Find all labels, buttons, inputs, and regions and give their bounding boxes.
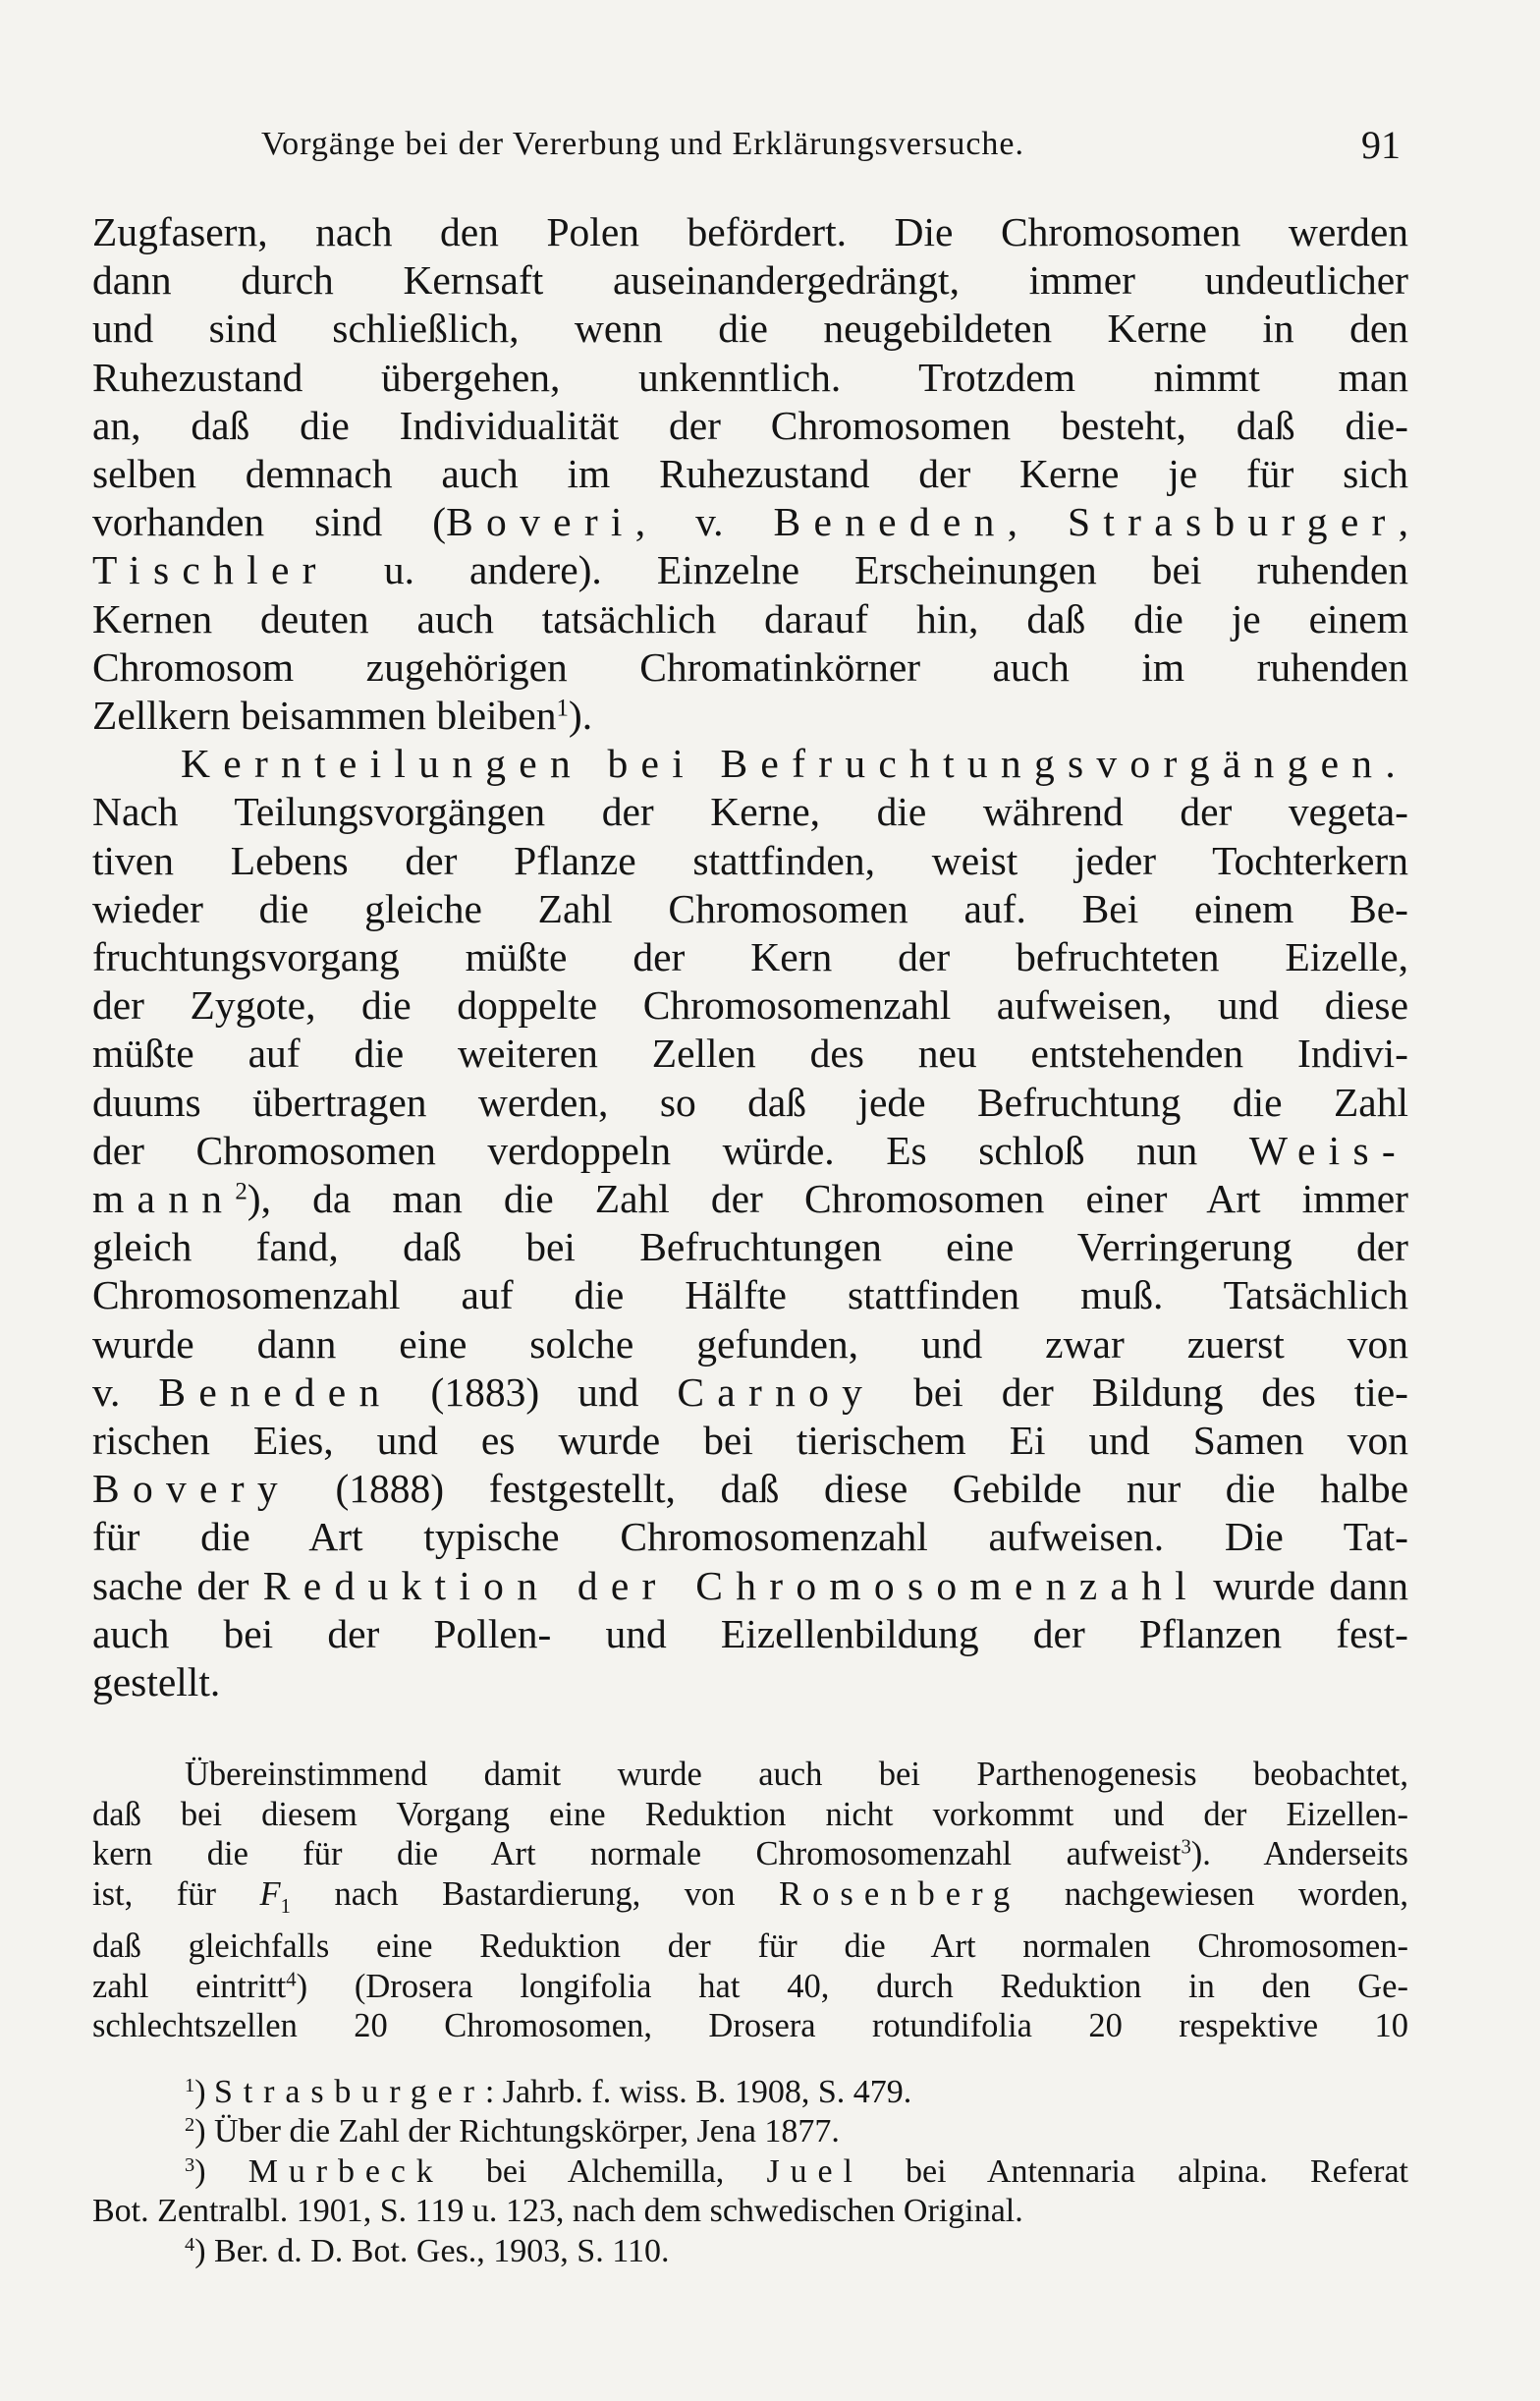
author-name: Boveri [446, 499, 635, 545]
text-line: schlechtszellen 20 Chromosomen, Drosera rotundifolia 20 respektive 10 [92, 2007, 1408, 2045]
footnote: $^2$) Über die Zahl der Richtungskörper, Jena 1877. [185, 2113, 840, 2150]
author-name: mann [92, 1176, 236, 1222]
text-line: der Zygote, die doppelte Chromosomenzahl aufweisen, und diese [92, 982, 1408, 1029]
text-line: Chromosomenzahl auf die Hälfte stattfinden muß. Tatsächlich [92, 1272, 1408, 1318]
emphasis: Reduktion der Chromosomenzahl [262, 1562, 1199, 1608]
author-name: Strasburger [1067, 499, 1399, 545]
text-line: Zugfasern, nach den Polen befördert. Die Chromosomen werden [92, 209, 1408, 254]
text-line: Chromosom zugehörigen Chromatinkörner auch im ruhenden [92, 643, 1408, 690]
text-line: gestellt. [92, 1659, 221, 1705]
section-heading: Kernteilungen bei Befruchtungsvorgängen. [181, 741, 1408, 787]
text-line: daß gleichfalls eine Reduktion der für die Art normalen Chromosomen- [92, 1927, 1408, 1966]
footnote-ref: 2 [235, 1178, 248, 1205]
author-name: Beneden [773, 499, 1008, 545]
text-line: Übereinstimmend damit wurde auch bei Parthenogenesis beobachtet, [185, 1756, 1408, 1793]
author-name: Beneden [158, 1368, 393, 1415]
small-print-paragraph [92, 1755, 1408, 2046]
footnote: $^4$) Ber. d. D. Bot. Ges., 1903, S. 110. [185, 2232, 670, 2269]
text-line: wurde dann eine solche gefunden, und zwar zuerst von [92, 1320, 1408, 1367]
text-line: daß bei diesem Vorgang eine Reduktion nicht vorkommt und der Eizellen- [92, 1795, 1408, 1833]
main-text [92, 208, 1408, 1706]
text-line: mann$^2$), da man die Zahl der Chromosomen einer Art immer [92, 1176, 1408, 1222]
text-line: fruchtungsvorgang müßte der Kern der befruchteten Eizelle, [92, 934, 1408, 980]
text-line: rischen Eies, und es wurde bei tierischem Ei und Samen von [92, 1418, 1408, 1464]
author-name: Weis- [1248, 1127, 1408, 1173]
text-line: sache der Reduktion der Chromosomenzahl wurde dann [92, 1562, 1408, 1608]
text-line: müßte auf die weiteren Zellen des neu entstehenden Indivi- [92, 1031, 1408, 1077]
text-line: Kernen deuten auch tatsächlich darauf hin, daß die je einem [92, 595, 1408, 642]
footnotes [92, 2073, 1408, 2271]
page-number: 91 [1361, 123, 1401, 167]
text-line: selben demnach auch im Ruhezustand der Kerne je für sich [92, 451, 1408, 497]
text-line: an, daß die Individualität der Chromosomen besteht, daß die- [92, 402, 1408, 448]
footnote-ref: 4 [286, 1969, 297, 1991]
text-line: vorhanden sind (Boveri, v. Beneden, Strasburger, [92, 499, 1408, 545]
footnote: $^3$) Murbeck bei Alchemilla, Juel bei Antennaria alpina. Referat [185, 2152, 1409, 2190]
text-line: gleich fand, daß bei Befruchtungen eine Verringerung der [92, 1224, 1408, 1270]
text-line: Ruhezustand übergehen, unkenntlich. Trotzdem nimmt man [92, 354, 1408, 400]
running-head: Vorgänge bei der Vererbung und Erklärungsversuche. [261, 126, 1025, 162]
text-line: Zellkern beisammen bleiben$^1$). [92, 693, 593, 739]
footnote-ref: 3 [1181, 1836, 1191, 1859]
text-line: für die Art typische Chromosomenzahl aufweisen. Die Tat- [92, 1514, 1408, 1560]
text-line: dann durch Kernsaft auseinandergedrängt, immer undeutlicher [92, 257, 1408, 304]
text-line: und sind schließlich, wenn die neugebildeten Kerne in den [92, 306, 1408, 352]
text-line: Bovery (1888) festgestellt, daß diese Gebilde nur die halbe [92, 1466, 1408, 1512]
author-name: Carnoy [677, 1368, 876, 1415]
text-line: auch bei der Pollen- und Eizellenbildung der Pflanzen fest- [92, 1610, 1408, 1656]
text-line: wieder die gleiche Zahl Chromosomen auf. Bei einem Be- [92, 885, 1408, 931]
footnote-continuation: Bot. Zentralbl. 1901, S. 119 u. 123, nach dem schwedischen Original. [92, 2193, 1023, 2230]
text-line: zahl eintritt$^4$) (Drosera longifolia hat 40, durch Reduktion in den Ge- [92, 1967, 1408, 2005]
text-line: v. Beneden (1883) und Carnoy bei der Bildung des tie- [92, 1368, 1408, 1415]
text-line: Tischler u. andere). Einzelne Erscheinungen bei ruhenden [92, 547, 1408, 593]
page-header [261, 123, 1401, 175]
author-name: Tischler [92, 547, 329, 593]
author-name: Rosenberg [779, 1874, 1021, 1913]
text-line: ist, für $F_1$ nach Bastardierung, von Rosenberg nachgewiesen worden, [92, 1874, 1408, 1918]
text-line: tiven Lebens der Pflanze stattfinden, weist jeder Tochterkern [92, 837, 1408, 883]
text-line: der Chromosomen verdoppeln würde. Es schloß nun Weis- [92, 1127, 1408, 1173]
footnote-ref: 1 [556, 695, 569, 722]
text-line: duums übertragen werden, so daß jede Befruchtung die Zahl [92, 1079, 1408, 1125]
author-name: Bovery [92, 1466, 291, 1512]
footnote: $^1$) Strasburger: Jahrb. f. wiss. B. 1908, S. 479. [185, 2074, 912, 2110]
text-line: Nach Teilungsvorgängen der Kerne, die während der vegeta- [92, 789, 1408, 835]
text-line: kern die für die Art normale Chromosomenzahl aufweist$^3$). Anderseits [92, 1835, 1408, 1873]
